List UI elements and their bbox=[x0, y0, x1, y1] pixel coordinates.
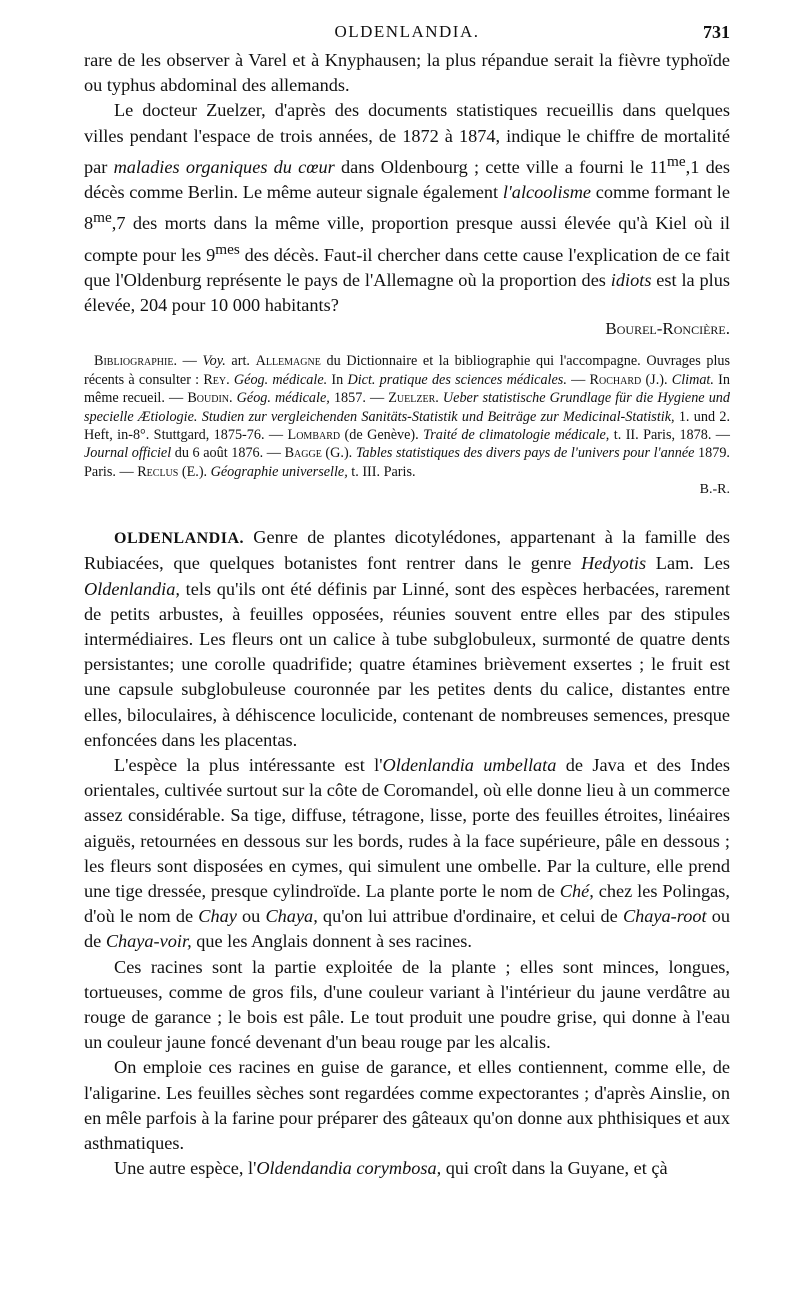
author-signature: Bourel-Roncière. bbox=[605, 319, 730, 339]
text-run: Genre de plantes dicotylédones, appartenant à la famille des Rubiacées, que quelques botanistes font rentrer dans le genre bbox=[84, 527, 730, 574]
italic-run: Oldenlandia, bbox=[84, 578, 180, 599]
text-run: Lam. Les bbox=[646, 553, 730, 574]
article-end bbox=[84, 48, 730, 340]
text-run: des décès. Faut-il chercher dans cette cause l'explication de ce fait que l'Oldenburg représente le pays de l'Allemagne où la proportion des bbox=[84, 244, 730, 290]
text-run: rare de les observer à Varel et à Knyphausen; la plus répandue serait la fièvre typhoïde ou typhus abdominal des allemands. bbox=[84, 50, 730, 96]
paragraph bbox=[84, 955, 730, 1056]
italic-run: Oldenlandia umbellata bbox=[382, 754, 557, 775]
italic-run: Tables statistiques des divers pays de l'univers pour l'année bbox=[355, 445, 695, 462]
page-title: OLDENLANDIA. bbox=[334, 22, 480, 41]
text-run: Le docteur Zuelzer, d'après des documents statistiques recueillis dans quelques villes pendant l'espace de trois années, de 1872 à 1874, indique le chiffre de mortalité par bbox=[84, 100, 730, 177]
text-run: du Dictionnaire et la bibliographie qui l'accompagne. Ouvrages plus récents à consulter : bbox=[84, 353, 731, 388]
entry-headword: OLDENLANDIA. bbox=[114, 530, 245, 548]
superscript: mes bbox=[215, 240, 240, 258]
text-run: chez les Polingas, d'où le nom de bbox=[84, 881, 730, 927]
text-run: est la plus élevée, 204 pour 10 000 habitants? bbox=[84, 269, 731, 316]
superscript: me bbox=[667, 152, 686, 170]
bibliography-label: Bibliographie. bbox=[94, 353, 178, 370]
running-head bbox=[84, 22, 730, 48]
smallcaps-run: Lombard bbox=[287, 426, 341, 443]
text-run: In même recueil. — bbox=[84, 371, 730, 407]
text-run: L'espèce la plus intéressante est l' bbox=[114, 754, 383, 775]
italic-run: l'alcoolisme bbox=[502, 182, 592, 203]
text-run: In bbox=[327, 371, 348, 388]
text-run: ,1 des décès comme Berlin. Le même auteur signale également bbox=[84, 156, 730, 203]
text-run: que les Anglais donnent à ses racines. bbox=[191, 931, 472, 952]
italic-run: Traité de climatologie médicale, bbox=[423, 426, 610, 443]
italic-run: Chay bbox=[198, 906, 237, 927]
text-run: tels qu'ils ont été définis par Linné, sont des espèces herbacées, rarement de petits arbustes, à feuilles opposées, réunies souvent entre elles par des stipules intermédiaires. Les fleurs ont un calice à tube subglobuleux, surmonté de quatre dents persistantes; une corolle quadrifide; quatre étamines brièvement exsertes ; le fruit est une capsule subglobuleuse couronnée par les petites dents du calice, distantes entre elles, biloculaires, à déhiscence loculicide, contenant de nombreuses semences, presque enfoncées dans les placentas. bbox=[84, 578, 730, 750]
italic-run: Ché, bbox=[559, 881, 594, 901]
text-run: — bbox=[177, 353, 203, 370]
text-run: ou de bbox=[84, 906, 731, 952]
italic-run: Journal officiel bbox=[84, 445, 172, 462]
italic-run: Voy. bbox=[202, 353, 226, 370]
paragraph bbox=[84, 98, 730, 318]
text-run: Ces racines sont la partie exploitée de la plante ; elles sont minces, longues, tortueuses, comme de gros fils, d'une couleur variant à l'intérieur du jaune verdâtre au rouge de garance ; le bois est pâle. Le tout produit une poudre grise, qui donne à l'eau un couleur jaune foncé devenant d'un beau rouge par les alcalis. bbox=[84, 956, 730, 1053]
text-run: ou bbox=[236, 906, 266, 927]
page-number: 731 bbox=[703, 22, 730, 42]
text-run: art. bbox=[225, 353, 256, 370]
superscript: me bbox=[93, 209, 112, 227]
smallcaps-run: Rey. bbox=[203, 371, 230, 388]
bibliography-signature: B.-R. bbox=[699, 482, 730, 498]
text-run: On emploie ces racines en guise de garance, et elles contiennent, comme elle, de l'aligarine. Les feuilles sèches sont regardées comme expectorantes ; d'après Ainslie, on en mêle parfois à la farine pour préparer des gâteaux qu'on donne aux phthisiques et aux asthmatiques. bbox=[84, 1057, 730, 1154]
italic-run: Géog. médicale, bbox=[236, 390, 330, 407]
italic-run: Hedyotis bbox=[581, 553, 647, 574]
text-run: 1879. Paris. — bbox=[84, 445, 730, 480]
italic-run: Climat. bbox=[671, 371, 714, 388]
text-run: comme formant le 8 bbox=[84, 182, 730, 234]
smallcaps-run: Bagge (G.). bbox=[284, 445, 353, 462]
text-run: du 6 août 1876. — bbox=[171, 445, 285, 462]
text-run: qui croît dans la Guyane, et çà bbox=[441, 1158, 668, 1179]
italic-run: idiots bbox=[610, 269, 652, 290]
italic-run: Chaya-voir, bbox=[105, 931, 192, 952]
italic-run: Chaya, bbox=[265, 906, 318, 927]
italic-run: Chaya-root bbox=[622, 906, 707, 927]
dictionary-entry bbox=[84, 525, 730, 1181]
text-run: ,7 des morts dans la même ville, proportion presque aussi élevée qu'à Kiel où il compte pour les 9 bbox=[84, 213, 730, 265]
smallcaps-run: Allemagne bbox=[255, 353, 321, 370]
italic-run: Dict. pratique des sciences médicales. bbox=[347, 371, 567, 388]
italic-run: Géog. médicale. bbox=[233, 371, 328, 388]
italic-run: Oldendandia corymbosa, bbox=[256, 1158, 442, 1179]
text-run: 1857. — bbox=[329, 390, 389, 407]
text-run: dans Oldenbourg ; cette ville a fourni le 11 bbox=[334, 156, 668, 177]
text-run: — bbox=[566, 371, 590, 388]
italic-run: Géographie universelle, bbox=[210, 463, 348, 480]
smallcaps-run: Boudin. bbox=[187, 390, 233, 407]
text-run: 1. und 2. Heft, in-8°. Stuttgard, 1875-76. — bbox=[84, 408, 730, 443]
text-run: qu'on lui attribue d'ordinaire, et celui de bbox=[317, 906, 623, 927]
paragraph bbox=[84, 525, 730, 753]
paragraph bbox=[84, 48, 730, 98]
smallcaps-run: Rochard (J.). bbox=[589, 371, 668, 388]
smallcaps-run: Reclus (E.). bbox=[137, 463, 208, 480]
paragraph bbox=[84, 1055, 730, 1156]
bibliography bbox=[84, 352, 730, 481]
paragraph bbox=[84, 1156, 730, 1181]
italic-run: maladies organiques du cœur bbox=[113, 156, 335, 177]
italic-run: Ueber statistische Grundlage für die Hygiene und specielle Ætiologie. Studien zur vergleichenden Sanitäts-Statistik und Beiträge zur Medicinal-Statistik, bbox=[84, 390, 730, 425]
text-run: de Java et des Indes orientales, cultivée surtout sur la côte de Coromandel, où elle donne lieu à un commerce assez considérable. Sa tige, diffuse, tétragone, lisse, porte des feuilles étroites, linéaires aiguës, retournées en dessous sur les bords, rudes à la face supérieure, pâle en dessous ; les fleurs sont disposées en cymes, qui simulent une ombelle. Par la culture, elle prend une tige dressée, presque cylindroïde. La plante porte le nom de bbox=[84, 754, 730, 901]
text-run: t. II. Paris, 1878. — bbox=[609, 426, 730, 443]
paragraph bbox=[84, 753, 730, 955]
text-run: (de Genève). bbox=[340, 426, 424, 443]
text-run: t. III. Paris. bbox=[347, 463, 416, 480]
smallcaps-run: Zuelzer. bbox=[388, 390, 439, 407]
text-run: Une autre espèce, l' bbox=[114, 1158, 257, 1179]
